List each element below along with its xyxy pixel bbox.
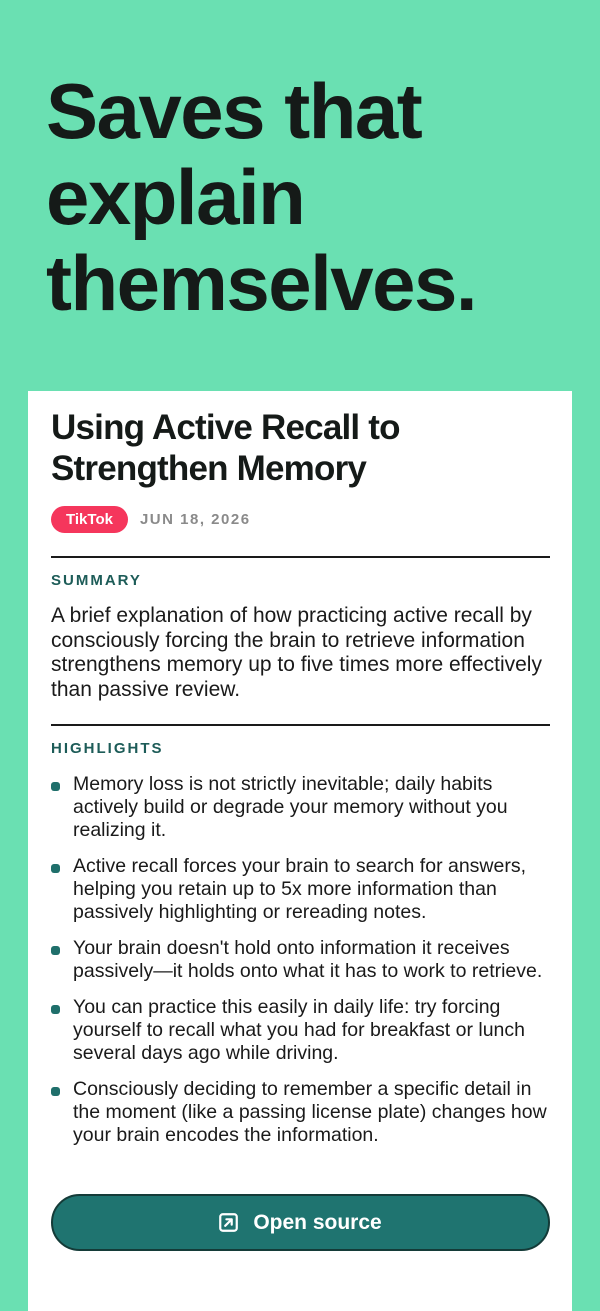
card-meta — [51, 506, 550, 533]
save-date: JUN 18, 2026 — [139, 511, 251, 528]
save-card — [28, 391, 572, 1311]
open-source-button[interactable] — [51, 1194, 550, 1251]
summary-label: SUMMARY — [51, 572, 142, 589]
bullet-icon — [51, 782, 60, 791]
bullet-icon — [51, 1087, 60, 1096]
divider — [51, 556, 550, 558]
highlight-item — [51, 996, 550, 1065]
bullet-icon — [51, 864, 60, 873]
highlight-text: Your brain doesn't hold onto information it receives passively—it holds onto what it has to work to retrieve. — [73, 937, 543, 982]
source-badge: TikTok — [51, 506, 128, 533]
external-link-icon — [219, 1213, 238, 1232]
divider — [51, 724, 550, 726]
highlight-text: Active recall forces your brain to search for answers, helping you retain up to 5x more information than passively highlighting or rereading notes. — [73, 855, 527, 923]
highlight-text: You can practice this easily in daily life: try forcing yourself to recall what you had for breakfast or lunch several days ago while driving. — [73, 996, 525, 1064]
highlight-text: Consciously deciding to remember a specific detail in the moment (like a passing license plate) changes how your brain encodes the information. — [73, 1078, 547, 1146]
highlight-item — [51, 773, 550, 842]
bullet-icon — [51, 1005, 60, 1014]
summary-text: A brief explanation of how practicing active recall by consciously forcing the brain to retrieve information strengthens memory up to five times more effectively than passive review. — [51, 604, 542, 701]
hero-headline: Saves that explain themselves. — [46, 67, 477, 327]
open-source-label: Open source — [253, 1210, 382, 1234]
card-title: Using Active Recall to Strengthen Memory — [51, 408, 400, 488]
highlight-item — [51, 937, 550, 983]
highlight-text: Memory loss is not strictly inevitable; daily habits actively build or degrade your memory without you realizing it. — [73, 773, 508, 841]
highlights-label: HIGHLIGHTS — [51, 740, 164, 757]
highlight-item — [51, 1078, 550, 1147]
highlight-item — [51, 855, 550, 924]
highlights-list — [51, 773, 550, 1160]
bullet-icon — [51, 946, 60, 955]
